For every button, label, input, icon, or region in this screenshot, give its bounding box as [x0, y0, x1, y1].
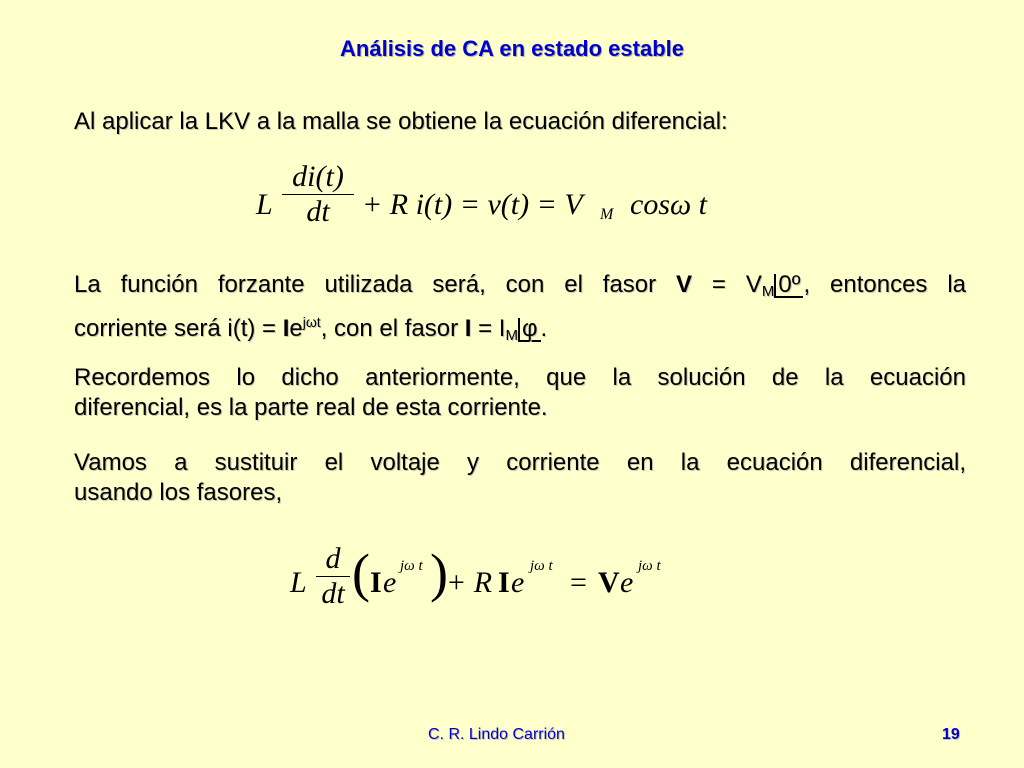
equation-differential — [256, 160, 726, 250]
eq2-I2: I — [498, 566, 510, 599]
intro-text: Al aplicar la LKV a la malla se obtiene la ecuación diferencial: — [74, 108, 728, 135]
eq2-L: L — [290, 566, 307, 599]
p1-line1: La función forzante utilizada será, con el fasor $V = V_M$ 0º , entonces la — [74, 271, 966, 300]
eq2-fraction — [316, 542, 350, 611]
footer-author: C. R. Lindo Carrión — [428, 726, 565, 743]
eq2-denominator: dt — [321, 577, 345, 610]
paragraph-phasor-definition — [74, 270, 966, 351]
eq2-e2: e — [511, 566, 525, 599]
p1-line2: corriente será $i(t) = Ie^{j\omega t}$, con el fasor $I = I_M$ φ . — [74, 314, 548, 344]
eq2-numerator: d — [325, 542, 341, 575]
p3-line1: Vamos a sustituir el voltaje y corriente en la ecuación diferencial, — [74, 449, 966, 476]
paragraph-substitution — [74, 448, 966, 508]
p2-line2: diferencial, es la parte real de esta corriente. — [74, 394, 548, 421]
p3-line2: usando los fasores, — [74, 479, 283, 506]
eq1-numerator: di(t) — [292, 160, 344, 193]
eq1-rest: + R i(t) = v(t) = V — [362, 188, 583, 221]
eq2-left-paren: ( — [352, 543, 370, 603]
eq1-denominator: dt — [306, 195, 330, 228]
eq1-cos: cosω t — [630, 188, 708, 221]
angle-symbol: φ — [518, 318, 541, 342]
eq2-exp3: jω t — [638, 558, 661, 574]
eq2-exp1: jω t — [400, 558, 423, 574]
eq2-exp2: jω t — [530, 558, 553, 574]
page-number: 19 — [942, 726, 960, 743]
eq1-fraction — [282, 160, 354, 229]
eq1-subscript: M — [600, 206, 614, 223]
eq2-equals: = — [570, 566, 587, 599]
slide-title: Análisis de CA en estado estable — [340, 36, 684, 61]
angle-symbol: 0º — [774, 274, 803, 298]
p2-line1: Recordemos lo dicho anteriormente, que la solución de la ecuación — [74, 364, 966, 391]
eq1-L: L — [256, 188, 273, 221]
eq2-right-paren: ) — [430, 543, 448, 603]
eq2-I1: I — [370, 566, 382, 599]
eq2-e3: e — [620, 566, 634, 599]
eq2-e1: e — [383, 566, 397, 599]
eq2-V: V — [598, 566, 620, 599]
equation-phasor — [290, 542, 690, 632]
paragraph-real-part — [74, 363, 966, 423]
eq2-plus-R: + R — [446, 566, 493, 599]
